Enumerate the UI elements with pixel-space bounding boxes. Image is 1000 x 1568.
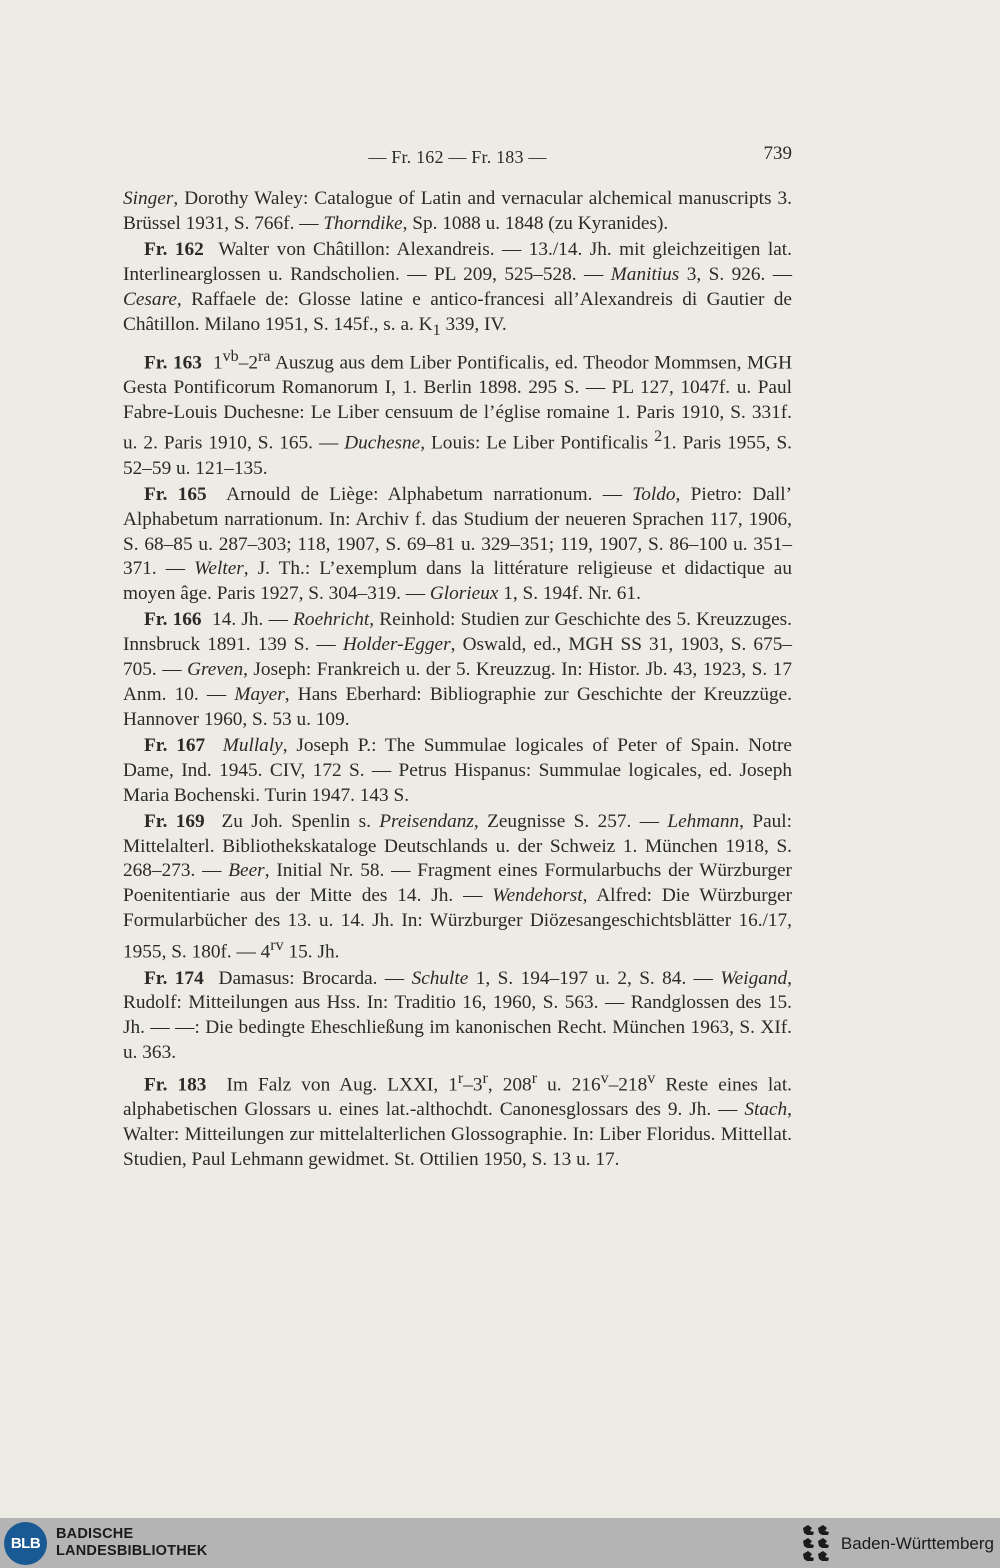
blb-logo-icon[interactable]: BLB <box>4 1522 47 1565</box>
library-name-line2: LANDESBIBLIOTHEK <box>56 1543 208 1559</box>
entry-fr-183: Fr. 183 Im Falz von Aug. LXXI, 1$^r$–3$^r$, 208$^r$ u. 216$^v$–218$^v$ Reste eines lat. alphabetischen Glossars u. eines lat.-althochdt. Canonesglossars des 9. Jh. — Stach, Walter: Mitteilungen zur mittelalterlichen Glossographie. In: Liber Floridus. Mittellat. Studien, Paul Lehmann gewidmet. St. Ottilien 1950, S. 13 u. 17. <box>123 1070 793 1171</box>
library-name-line1: BADISCHE <box>56 1526 134 1542</box>
entry-fr-169: Fr. 169 Zu Joh. Spenlin s. Preisendanz, Zeugnisse S. 257. — Lehmann, Paul: Mittelalterl. Bibliothekskataloge Deutschlands u. der Schweiz 1. München 1918, S. 268–273. — Beer, Initial Nr. 58. — Fragment eines Formularbuchs der Würzburger Poenitentiarie aus der Mitte des 14. Jh. — Wendehorst, Alfred: Die Würzburger Formularbücher des 13. u. 14. Jh. In: Würzburger Diözesangeschichtsblätter 16./17, 1955, S. 180f. — $4^{rv}$ 15. Jh. <box>123 810 793 963</box>
coat-of-arms-icon <box>799 1522 833 1564</box>
entry-fr-162: Fr. 162 Walter von Châtillon: Alexandreis. — 13./14. Jh. mit gleichzeitigen lat. Interlinearglossen u. Randscholien. — PL 209, 525–528. — Manitius 3, S. 926. — Cesare, Raffaele de: Glosse latine e antico-francesi all’Alexandreis di Gautier de Châtillon. Milano 1951, S. 145f., s. a. $K_1$ 339, IV. <box>123 238 793 339</box>
running-title: — Fr. 162 — Fr. 183 — <box>368 147 547 167</box>
entry-fr-163: Fr. 163 $1^{vb}-2^{ra}$ Auszug aus dem Liber Pontificalis, ed. Theodor Mommsen, MGH Gesta Pontificorum Romanorum I, 1. Berlin 1898. 295 S. — PL 127, 1047f. u. Paul Fabre-Louis Duchesne: Le Liber censuum de l’église romaine 1. Paris 1910, S. 331f. u. 2. Paris 1910, S. 165. — Duchesne, Louis: Le Liber Pontificalis $^2$1. Paris 1955, S. 52–59 u. 121–135. <box>123 347 792 479</box>
entry-fr-165: Fr. 165 Arnould de Liège: Alphabetum narrationum. — Toldo, Pietro: Dall’ Alphabetum narrationum. In: Archiv f. das Studium der neueren Sprachen 117, 1906, S. 68–85 u. 287–303; 118, 1907, S. 69–81 u. 329–351; 119, 1907, S. 86–100 u. 351–371. — Welter, J. Th.: L’exemplum dans la littérature religieuse et didactique au moyen âge. Paris 1927, S. 304–319. — Glorieux 1, S. 194f. Nr. 61. <box>123 483 792 605</box>
page-number: 739 <box>763 143 792 164</box>
entry-fr-166: Fr. 166 14. Jh. — Roehricht, Reinhold: Studien zur Geschichte des 5. Kreuzzuges. Innsbruck 1891. 139 S. — Holder-Egger, Oswald, ed., MGH SS 31, 1903, S. 675–705. — Greven, Joseph: Frankreich u. der 5. Kreuzzug. In: Histor. Jb. 43, 1923, S. 17 Anm. 10. — Mayer, Hans Eberhard: Bibliographie zur Geschichte der Kreuzzüge. Hannover 1960, S. 53 u. 109. <box>123 609 792 730</box>
state-brand[interactable] <box>841 1528 994 1560</box>
entry-fr-167: Fr. 167 Mullaly, Joseph P.: The Summulae logicales of Peter of Spain. Notre Dame, Ind. 1945. CIV, 172 S. — Petrus Hispanus: Summulae logicales, ed. Joseph Maria Bochenski. Turin 1947. 143 S. <box>123 734 792 806</box>
footer-bar <box>0 1518 1000 1568</box>
bibliography-entries <box>123 187 792 1174</box>
running-head <box>123 143 792 169</box>
entry-fr-174: Fr. 174 Damasus: Brocarda. — Schulte 1, S. 194–197 u. 2, S. 84. — Weigand, Rudolf: Mitteilungen aus Hss. In: Traditio 16, 1960, S. 563. — Randglossen des 15. Jh. — —: Die bedingte Eheschließung im kanonischen Recht. München 1963, S. XIf. u. 363. <box>123 967 792 1064</box>
library-name[interactable] <box>56 1526 207 1560</box>
entry-singer-continued: Singer, Dorothy Waley: Catalogue of Latin and vernacular alchemical manuscripts 3. Brüssel 1931, S. 766f. — Thorndike, Sp. 1088 u. 1848 (zu Kyranides). <box>123 188 792 234</box>
state-name: Baden-Württemberg <box>840 1534 994 1553</box>
